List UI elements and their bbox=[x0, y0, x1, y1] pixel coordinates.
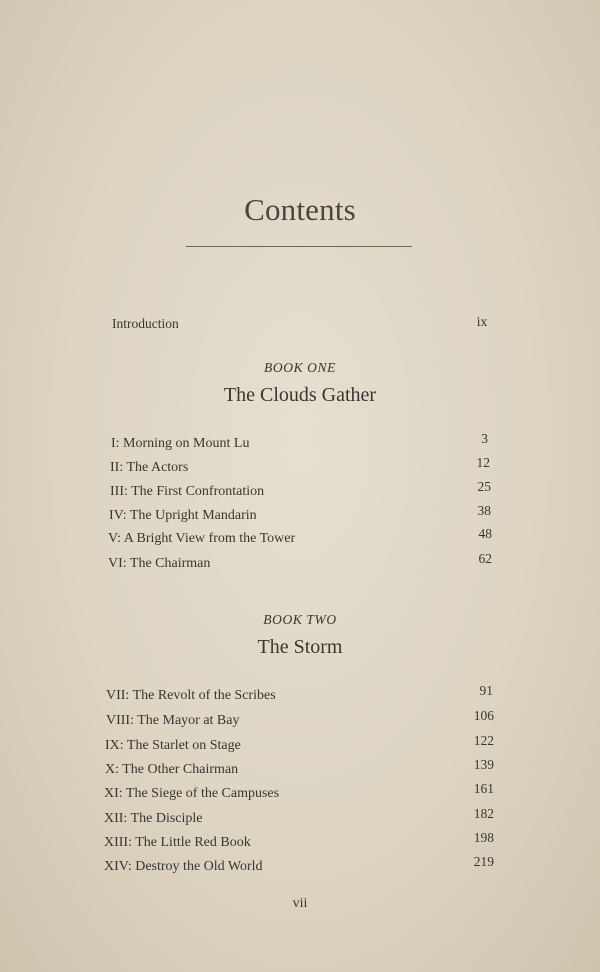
introduction-page-number: ix bbox=[476, 314, 488, 329]
chapter-title: V: A Bright View from the Tower bbox=[108, 531, 296, 546]
introduction-label: Introduction bbox=[112, 316, 179, 331]
chapter-title: VI: The Chairman bbox=[108, 556, 211, 571]
toc-entry bbox=[0, 503, 600, 532]
chapter-page-number: 139 bbox=[473, 757, 494, 772]
toc-entry bbox=[0, 781, 600, 810]
toc-entry bbox=[0, 830, 600, 859]
book-two-label: BOOK TWO bbox=[263, 612, 337, 627]
toc-entry bbox=[0, 854, 600, 883]
chapter-title: III: The First Confrontation bbox=[110, 484, 265, 499]
book-one-label: BOOK ONE bbox=[264, 360, 336, 375]
title-rule bbox=[186, 246, 412, 247]
toc-entry bbox=[0, 733, 600, 762]
chapter-title: I: Morning on Mount Lu bbox=[111, 436, 250, 451]
chapter-page-number: 12 bbox=[476, 455, 490, 470]
chapter-page-number: 198 bbox=[473, 830, 494, 845]
chapter-title: XII: The Disciple bbox=[104, 811, 203, 826]
page-title: Contents bbox=[244, 192, 356, 227]
toc-entry bbox=[0, 479, 600, 508]
chapter-title: VIII: The Mayor at Bay bbox=[106, 713, 240, 728]
chapter-title: VII: The Revolt of the Scribes bbox=[106, 688, 276, 703]
chapter-title: IX: The Starlet on Stage bbox=[105, 738, 241, 753]
toc-entry bbox=[0, 431, 600, 460]
toc-entry bbox=[0, 455, 600, 484]
toc-entry bbox=[0, 757, 600, 786]
chapter-page-number: 38 bbox=[477, 503, 491, 518]
chapter-page-number: 91 bbox=[479, 683, 493, 698]
chapter-page-number: 219 bbox=[473, 854, 494, 869]
chapter-title: X: The Other Chairman bbox=[105, 762, 239, 777]
chapter-page-number: 3 bbox=[481, 431, 488, 446]
chapter-title: IV: The Upright Mandarin bbox=[109, 508, 257, 523]
toc-entry bbox=[0, 708, 600, 737]
chapter-page-number: 161 bbox=[473, 781, 494, 796]
toc-entry bbox=[0, 526, 600, 555]
chapter-page-number: 106 bbox=[473, 708, 494, 723]
chapter-title: XI: The Siege of the Campuses bbox=[104, 786, 280, 801]
book-one-title: The Clouds Gather bbox=[223, 384, 377, 406]
chapter-page-number: 182 bbox=[473, 806, 494, 821]
chapter-title: II: The Actors bbox=[110, 460, 189, 475]
chapter-page-number: 62 bbox=[478, 551, 492, 566]
chapter-page-number: 25 bbox=[477, 479, 491, 494]
chapter-title: XIV: Destroy the Old World bbox=[104, 859, 263, 874]
chapter-page-number: 48 bbox=[478, 526, 492, 541]
chapter-title: XIII: The Little Red Book bbox=[104, 835, 251, 850]
book-two-title: The Storm bbox=[257, 636, 343, 658]
chapter-page-number: 122 bbox=[473, 733, 494, 748]
toc-entry bbox=[0, 683, 600, 712]
page-folio: vii bbox=[292, 896, 308, 911]
toc-entry bbox=[0, 806, 600, 835]
toc-entry bbox=[0, 551, 600, 580]
